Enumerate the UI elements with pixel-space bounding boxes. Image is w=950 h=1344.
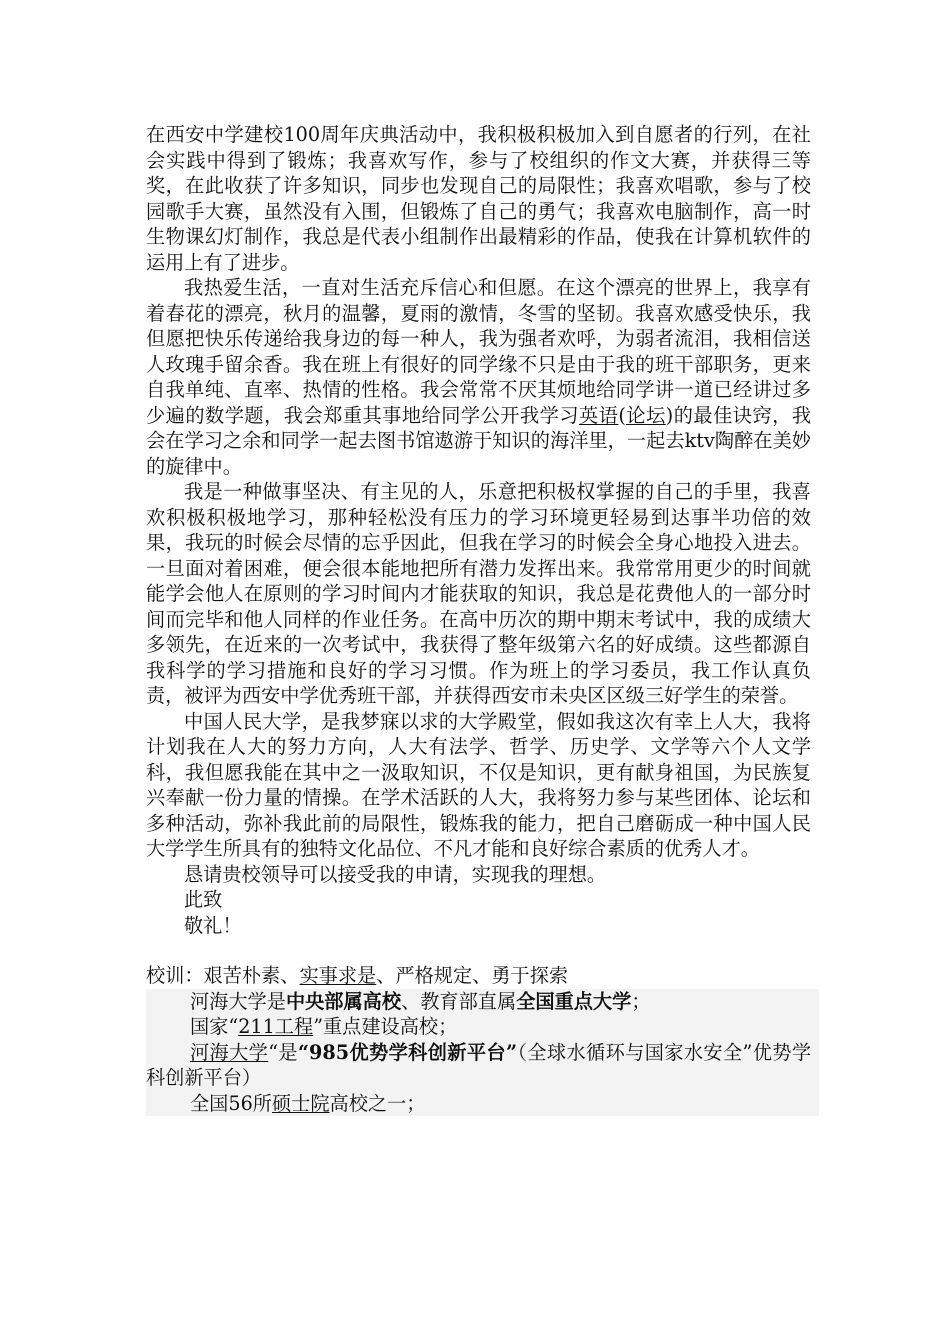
hohai-university-link[interactable]: 河海大学 xyxy=(190,1040,269,1064)
motto-link[interactable]: 实事求是 xyxy=(299,964,377,987)
english-link[interactable]: 英语 xyxy=(579,403,619,427)
paragraph-study-habits: 我是一种做事坚决、有主见的人，乐意把积极权掌握的自己的手里，我喜欢积极积极地学习，那种轻松没有压力的学习环境更轻易到达事半功倍的效果，我玩的时候会尽情的忘乎因此，但我在学习的时候会全身心地投入进去。一旦面对着困难，便会很本能地把所有潜力发挥出来。我常常用更少的时间就能学会他人在原则的学习时间内才能获取的知识，我总是花费他人的一部分时间而完毕和他人同样的作业任务。在高中历次的期中期末考试中，我的成绩大多领先，在近来的一次考试中，我获得了整年级第六名的好成绩。这些都源自我科学的学习措施和良好的学习习惯。作为班上的学习委员，我工作认真负责，被评为西安中学优秀班干部，并获得西安市未央区区级三好学生的荣誉。 xyxy=(146,480,811,707)
hohai-line-2 xyxy=(146,1014,811,1040)
info-bold-text: 全国重点大学 xyxy=(516,989,632,1013)
forum-link[interactable]: 论坛 xyxy=(625,403,666,427)
project-211-link[interactable]: 211工程 xyxy=(238,1015,314,1038)
blank-line xyxy=(146,938,811,963)
info-text: 、教育部直属 xyxy=(401,989,517,1013)
info-bold-text: “985优势学科创新平台” xyxy=(298,1040,517,1064)
info-text: 国家“ xyxy=(190,1015,239,1038)
paragraph-love-of-life xyxy=(146,275,811,479)
paragraph-text: ( xyxy=(618,403,626,427)
info-text: “是 xyxy=(268,1040,298,1064)
info-text: （全球水循环与国家水安全”优势学科创新平台） xyxy=(146,1040,812,1089)
hohai-info-block xyxy=(146,989,819,1117)
motto-text: 校训：艰苦朴素、 xyxy=(146,964,300,987)
info-text: ”重点建设高校； xyxy=(313,1015,458,1038)
closing-regards: 敬礼！ xyxy=(184,913,242,937)
school-motto xyxy=(146,963,811,989)
master-institute-link[interactable]: 硕士院 xyxy=(271,1091,330,1115)
paragraph-request: 恳请贵校领导可以接受我的申请，实现我的理想。 xyxy=(184,862,607,886)
document-page xyxy=(146,122,811,1116)
info-bold-text: 中央部属高校 xyxy=(285,989,402,1013)
closing-salutation: 此致 xyxy=(184,888,223,911)
info-text: 河海大学是 xyxy=(190,989,286,1013)
info-text: 高校之一； xyxy=(329,1091,426,1115)
paragraph-renmin-university: 中国人民大学，是我梦寐以求的大学殿堂，假如我这次有幸上人大，我将计划我在人大的努力方向，人大有法学、哲学、历史学、文学等六个人文学科，我但愿我能在其中之一汲取知识，不仅是知识，更有献身祖国，为民族复兴奉献一份力量的情操。在学术活跃的人大，我将努力参与某些团体、论坛和多种活动，弥补我此前的局限性，锻炼我的能力，把自己磨砺成一种中国人民大学学生所具有的独特文化品位、不凡才能和良好综合素质的优秀人才。 xyxy=(146,709,811,860)
hohai-line-3 xyxy=(146,1040,811,1091)
motto-text: 、严格规定、勇于探索 xyxy=(376,964,569,987)
info-text: 全国56所 xyxy=(190,1091,272,1115)
paragraph-text: )的最佳诀窍，我会在学习之余和同学一起去图书馆遨游于知识的海洋里，一起去ktv陶醉在美妙的旋律中。 xyxy=(146,403,812,478)
info-text: ； xyxy=(631,989,651,1013)
paragraph-text: 我热爱生活，一直对生活充斥信心和但愿。在这个漂亮的世界上，我享有着春花的漂亮，秋月的温馨，夏雨的激情，冬雪的坚韧。我喜欢感受快乐，我但愿把快乐传递给我身边的每一种人，我为强者欢呼，为弱者流泪，我相信送人玫瑰手留余香。我在班上有很好的同学缘不只是由于我的班干部职务，更来自我单纯、直率、热情的性格。我会常常不厌其烦地给同学讲一道已经讲过多少遍的数学题，我会郑重其事地给同学公开我学习 xyxy=(146,276,811,427)
hohai-line-1 xyxy=(146,989,811,1015)
paragraph-volunteer-activities: 在西安中学建校100周年庆典活动中，我积极积极加入到自愿者的行列，在社会实践中得到了锻炼；我喜欢写作，参与了校组织的作文大赛，并获得三等奖，在此收获了许多知识，同步也发现自己的局限性；我喜欢唱歌，参与了校园歌手大赛，虽然没有入围，但锻炼了自己的勇气；我喜欢电脑制作，高一时生物课幻灯制作，我总是代表小组制作出最精彩的作品，使我在计算机软件的运用上有了进步。 xyxy=(146,123,811,274)
hohai-line-4 xyxy=(146,1091,811,1117)
